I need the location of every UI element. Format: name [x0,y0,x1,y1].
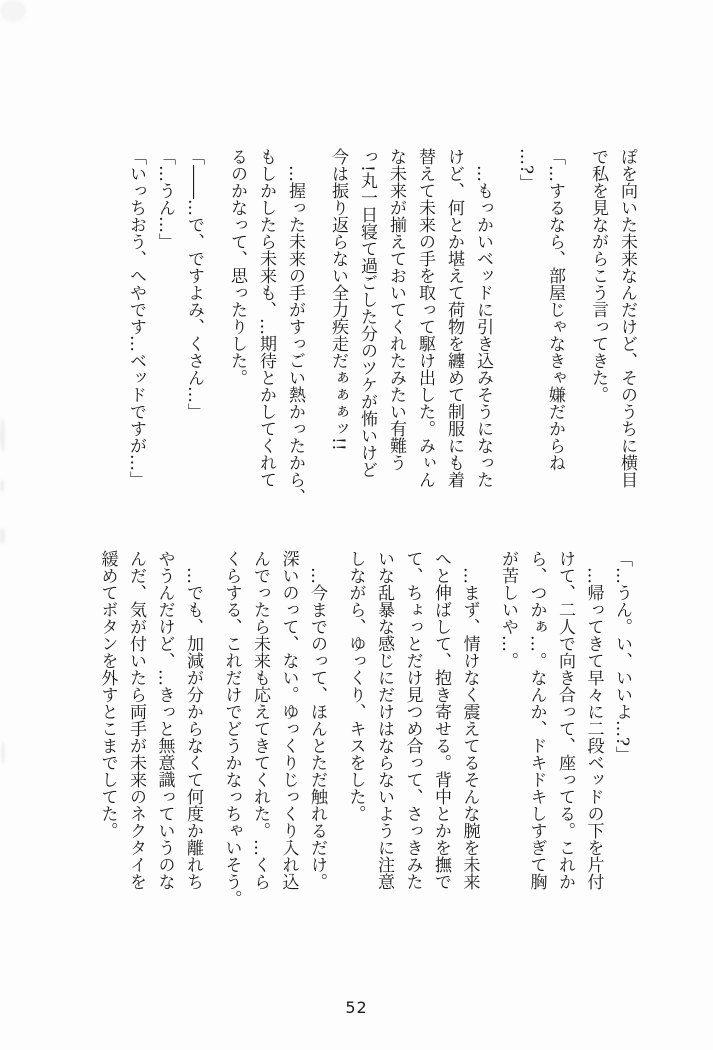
text-line: けて、二人で向き合って、座ってる。これか [555,550,575,890]
text-line: 「…うん…」 [155,148,175,250]
text-line: るのかなって、思ったりした。 [227,148,247,386]
text-line: …?」 [516,148,536,192]
text-line: ら、つかぁ…。なんか、ドキドキしすぎて胸 [526,550,547,890]
text-line: 「――…で、ですよみ、くさん…」 [184,148,204,420]
text-line: …まず、情けなく震えてるそんな腕を未来 [459,550,480,890]
bottom-text-block [93,550,636,930]
text-line: …今までのって、ほんとただ触れるだけ。 [307,550,327,890]
text-line: んでったら未来も応えてきてくれた。…くら [250,550,270,890]
text-line: 「…するなら、部屋じゃなきゃ嫌だからね [545,148,565,471]
text-line: ぽを向いた未来なんだけど、そのうちに横目 [617,148,637,488]
text-line: 緩めてボタンを外すとこまでしてた。 [97,550,118,839]
text-line: が苦しいや…。 [498,550,518,669]
text-line: けど、何とか堪えて荷物を纏めて制服にも着 [444,148,464,488]
text-line: 深いのって、ない。ゆっくりじっくり入れ込 [278,550,299,890]
text-line: もしかしたら未来も、…期待とかしてくれて [256,148,276,488]
text-line: て、ちょっとだけ見つめ合って、さっきみた [402,550,423,890]
text-line: いな乱暴な感じにだけはならないように注意 [374,550,394,890]
text-line: くらする、これだけでどうかなっちゃいそう。 [221,550,242,907]
text-line: やうんだけど、…きっと無意識っていうのな [154,550,175,890]
top-text-block [121,148,641,528]
text-line: んだ、気が付いたら両手が未来のネクタイを [126,550,146,890]
text-line: …でも、加減が分からなくて何度か離れち [183,550,203,890]
scan-artifact [0,0,26,22]
text-line: 「いっちおう、へやです…ベッドですが…」 [126,148,146,488]
text-line: しながら、ゆっくり、キスをした。 [345,550,366,822]
scan-artifact [1,742,5,764]
text-line: へと伸ばして、抱き寄せる。背中とかを撫で [431,550,451,890]
scan-artifact [0,480,4,492]
scan-artifact [0,528,5,544]
scan-artifact [0,418,5,452]
text-line: 「…うん。い、いいよ…?」 [612,550,632,764]
page-number: 52 [345,998,368,1017]
text-line: で私を見ながらこう言ってきた。 [588,148,608,403]
text-line: …握った未来の手がすっごい熱かったから、 [285,148,305,505]
text-line: …もっかいベッドに引き込みそうになった [473,148,493,488]
text-line: 今は振り返らない全力疾走だぁぁぁッ!! [328,148,348,451]
text-line: っ!丸一日寝て過ごした分のツケが怖いけど [357,148,377,478]
text-line: 替えて未来の手を取って駆け出した。みぃん [415,148,435,488]
text-line: な未来が揃えておいてくれたみたい有難う [386,148,406,471]
text-line: …帰ってきて早々に二段ベッドの下を片付 [583,550,604,890]
